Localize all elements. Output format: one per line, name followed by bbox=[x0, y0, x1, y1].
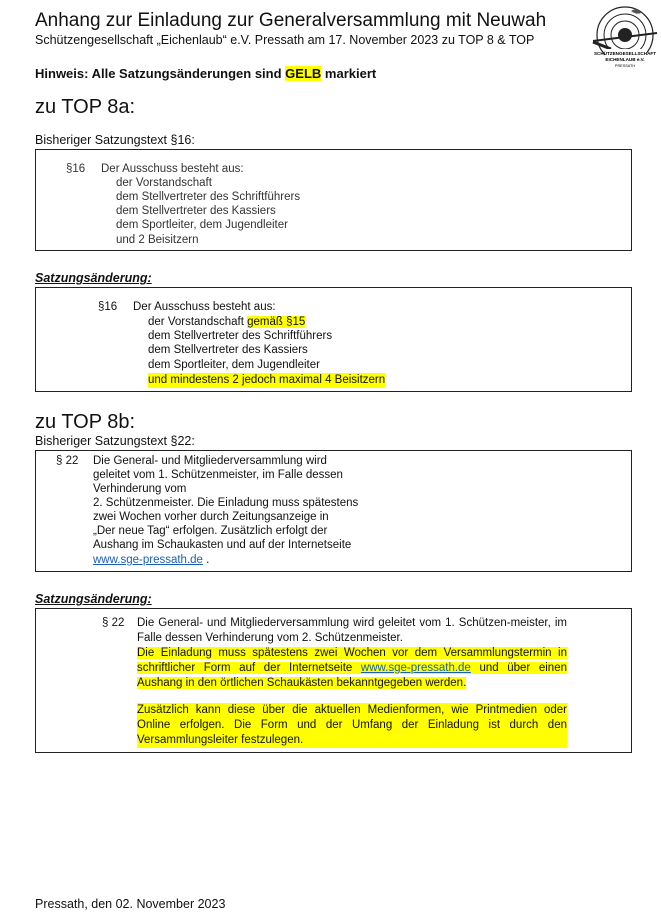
svg-text:SCHÜTZENGESELLSCHAFT: SCHÜTZENGESELLSCHAFT bbox=[593, 51, 657, 56]
line: geleitet vom 1. Schützenmeister, im Falle dessen bbox=[93, 469, 343, 481]
line-highlight: und mindestens 2 jedoch maximal 4 Beisitzern bbox=[148, 374, 386, 386]
top8a-heading: zu TOP 8a: bbox=[35, 96, 136, 118]
notice-text: Hinweis: Alle Satzungsänderungen sind bbox=[35, 66, 286, 81]
document-title: Anhang zur Einladung zur Generalversammlung mit Neuwah bbox=[35, 10, 547, 31]
notice-highlight: GELB bbox=[285, 66, 322, 81]
top8a-change-label: Satzungsänderung: bbox=[35, 271, 152, 285]
para-number: § 22 bbox=[56, 455, 79, 467]
line: Verhinderung vom bbox=[93, 483, 187, 495]
club-logo bbox=[591, 5, 659, 73]
line: Der Ausschuss besteht aus: bbox=[133, 301, 276, 313]
top8a-new-box bbox=[35, 287, 632, 392]
top8b-change-label: Satzungsänderung: bbox=[35, 592, 152, 606]
line: „Der neue Tag“ erfolgen. Zusätzlich erfolgt der bbox=[93, 525, 328, 537]
notice bbox=[35, 66, 376, 81]
top8a-old-label: Bisheriger Satzungstext §16: bbox=[35, 133, 195, 147]
line: dem Stellvertreter des Kassiers bbox=[116, 205, 276, 217]
paragraph-1: Die General- und Mitgliederversammlung wird geleitet vom 1. Schützen-meister, im Falle dessen Verhinderung vom 2. Schützenmeister. bbox=[137, 617, 567, 644]
svg-text:PRESSATH: PRESSATH bbox=[614, 64, 636, 68]
line-highlight: gemäß §15 bbox=[247, 316, 306, 328]
line: dem Sportleiter, dem Jugendleiter bbox=[148, 359, 320, 371]
top8b-heading: zu TOP 8b: bbox=[35, 411, 136, 433]
line: Der Ausschuss besteht aus: bbox=[101, 163, 244, 175]
notice-text-end: markiert bbox=[321, 66, 377, 81]
svg-text:EICHENLAUB e.V.: EICHENLAUB e.V. bbox=[605, 57, 645, 62]
line: dem Stellvertreter des Kassiers bbox=[148, 344, 308, 356]
line: der Vorstandschaft bbox=[116, 177, 212, 189]
line bbox=[93, 553, 209, 568]
line-text: . bbox=[202, 554, 210, 566]
line: dem Stellvertreter des Schriftführers bbox=[116, 191, 301, 203]
para-number: §16 bbox=[66, 163, 86, 175]
website-link[interactable]: www.sge-pressath.de bbox=[93, 554, 203, 566]
line-text: der Vorstandschaft bbox=[148, 316, 248, 328]
top8b-new-box bbox=[35, 608, 632, 753]
line: dem Sportleiter, dem Jugendleiter bbox=[116, 219, 288, 231]
top8b-old-label: Bisheriger Satzungstext §22: bbox=[35, 434, 195, 448]
line: 2. Schützenmeister. Die Einladung muss spätestens bbox=[93, 497, 359, 509]
line: Aushang im Schaukasten und auf der Internetseite bbox=[93, 539, 352, 551]
paragraph-2 bbox=[137, 646, 567, 691]
place-date: Pressath, den 02. November 2023 bbox=[35, 897, 226, 911]
para-number: § 22 bbox=[102, 617, 125, 629]
line: zwei Wochen vorher durch Zeitungsanzeige in bbox=[93, 511, 329, 523]
paragraph-2-text-end: und über einen Aushang in den örtlichen Schaukästen bekanntgegeben werden. bbox=[137, 662, 567, 689]
line: und 2 Beisitzern bbox=[116, 234, 199, 246]
paragraph-3: Zusätzlich kann diese über die aktuellen Medienformen, wie Printmedien oder Online erfolgen. Die Form und der Umfang der Einladung ist durch den Versammlungsleiter festzulegen. bbox=[137, 704, 567, 746]
document-subtitle: Schützengesellschaft „Eichenlaub“ e.V. Pressath am 17. November 2023 zu TOP 8 & TOP bbox=[35, 33, 535, 47]
line: Die General- und Mitgliederversammlung wird bbox=[93, 455, 327, 467]
line: dem Stellvertreter des Schriftführers bbox=[148, 330, 333, 342]
para-number: §16 bbox=[98, 301, 118, 313]
line bbox=[148, 315, 305, 330]
paragraph-2-text: Die Einladung muss spätestens zwei Wochen vor dem Versammlungstermin in schriftlicher Form auf der Internetseite bbox=[137, 647, 567, 674]
top8a-old-box bbox=[35, 149, 632, 251]
website-link[interactable]: www.sge-pressath.de bbox=[360, 662, 471, 674]
top8b-old-box bbox=[35, 450, 632, 572]
